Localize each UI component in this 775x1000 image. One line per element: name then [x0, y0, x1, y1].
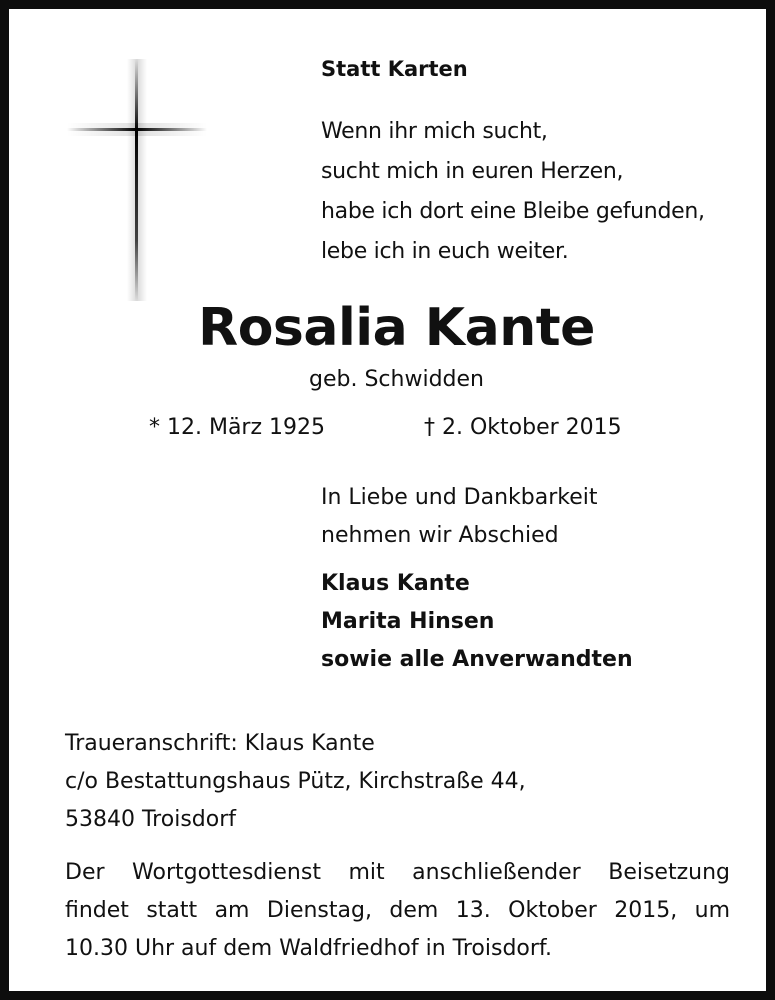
service-line: findet statt am Dienstag, dem 13. Oktober 2015, um	[65, 898, 730, 923]
poem-line: habe ich dort eine Bleibe gefunden,	[321, 199, 705, 224]
deceased-name: Rosalia Kante	[198, 298, 595, 358]
farewell-text	[321, 479, 598, 555]
mourner: Klaus Kante	[321, 571, 470, 596]
address-line: 53840 Troisdorf	[65, 807, 236, 832]
death-date: † 2. Oktober 2015	[424, 415, 622, 440]
address-line: Traueranschrift: Klaus Kante	[65, 731, 375, 756]
poem-line: Wenn ihr mich sucht,	[321, 119, 548, 144]
service-line: Der Wortgottesdienst mit anschließender Beisetzung	[65, 860, 730, 885]
farewell-line: In Liebe und Dankbarkeit	[321, 485, 598, 510]
poem	[321, 112, 705, 272]
header-title: Statt Karten	[321, 57, 468, 81]
service-info	[65, 854, 730, 968]
cross-icon	[67, 59, 207, 301]
mourners-list	[321, 565, 633, 679]
mourner: Marita Hinsen	[321, 609, 495, 634]
poem-line: lebe ich in euch weiter.	[321, 239, 569, 264]
maiden-name: geb. Schwidden	[309, 367, 484, 392]
mourner: sowie alle Anverwandten	[321, 647, 633, 672]
mourning-address	[65, 725, 526, 839]
service-line: 10.30 Uhr auf dem Waldfriedhof in Troisdorf.	[65, 936, 553, 961]
birth-date: * 12. März 1925	[149, 415, 326, 440]
address-line: c/o Bestattungshaus Pütz, Kirchstraße 44,	[65, 769, 526, 794]
farewell-line: nehmen wir Abschied	[321, 523, 559, 548]
poem-line: sucht mich in euren Herzen,	[321, 159, 624, 184]
